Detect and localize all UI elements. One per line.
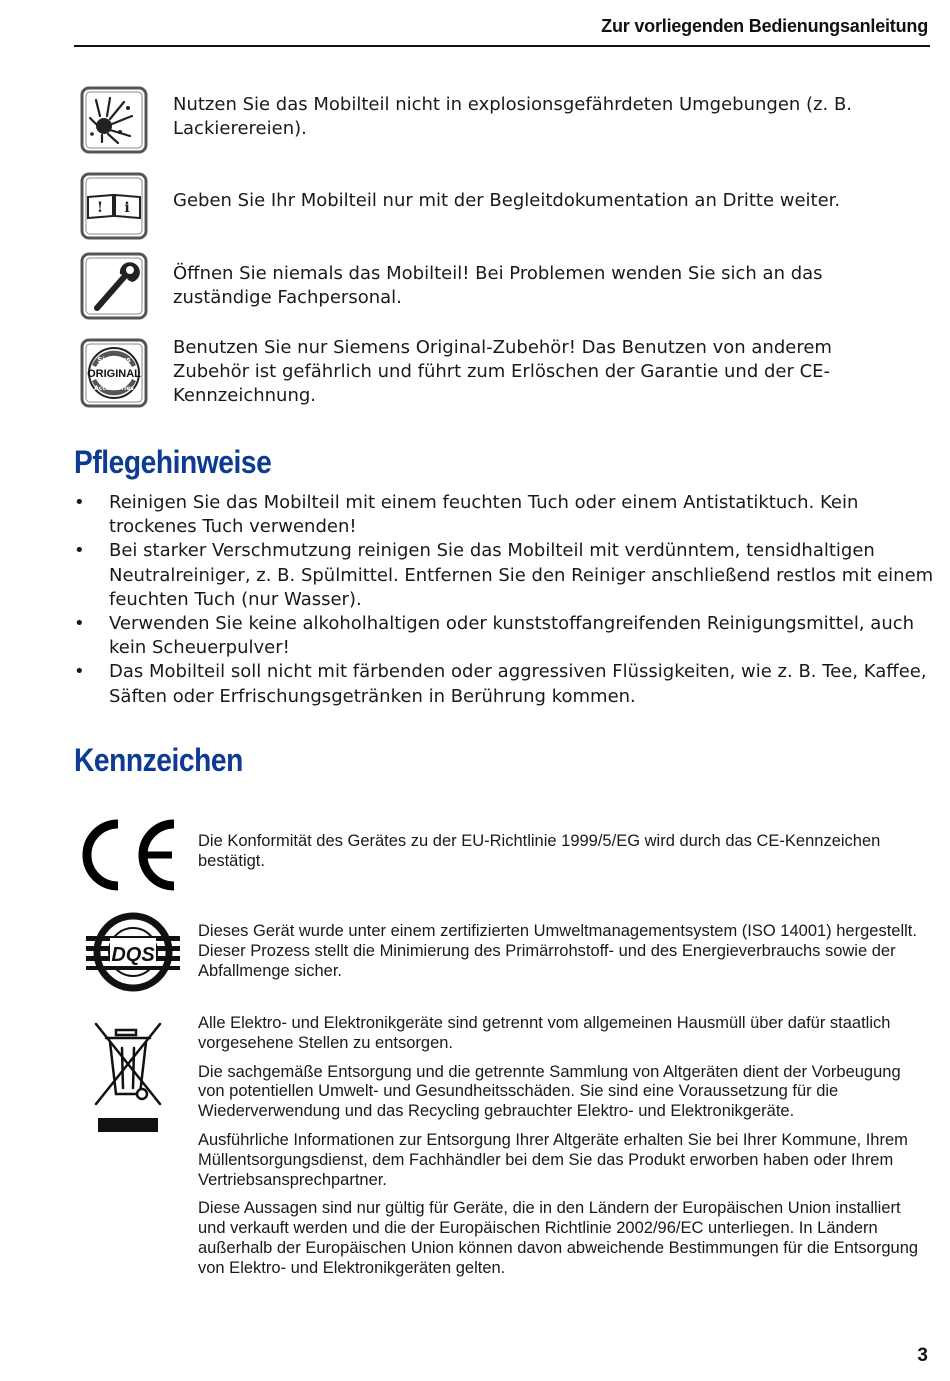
icon-text-middle: ORIGINAL (87, 368, 141, 380)
ce-mark-icon (80, 818, 180, 897)
mark-dqs (80, 912, 930, 992)
mark-ce (80, 818, 930, 894)
list-item (74, 539, 934, 612)
safety-note-wrench (80, 252, 930, 322)
explosion-hazard-icon (80, 86, 146, 152)
mark-paragraph: Die sachgemäße Entsorgung und die getrennte Sammlung von Altgeräten dient der Vorbeugung von potentiellen Umwelt- und Gesundheitsschäden. Sie sind eine Voraussetzung für die Wiederverwendung und das Recycling gebrauchter Elektro- und Elektronikgeräte. (198, 1062, 901, 1121)
mark-paragraph: Diese Aussagen sind nur gültig für Geräte, die in den Ländern der Europäischen Union installiert und verkauft werden und die der Europäischen Richtlinie 2002/96/EC unterliegen. In Ländern außerhalb der Europäischen Union können davon abweichende Bestimmungen für die Entsorgung von Elektro- und Elektronikgeräten gelten. (198, 1199, 919, 1277)
siemens-original-accessories-icon (80, 338, 146, 404)
mark-weee (80, 1012, 930, 1312)
icon-text-bottom: Accessories (94, 385, 134, 392)
section-title-care: Pflegehinweise (74, 444, 272, 480)
svg-text:i: i (124, 200, 130, 216)
section-title-marks: Kennzeichen (74, 742, 243, 778)
list-item (74, 660, 934, 708)
dqs-certification-icon (84, 912, 182, 997)
list-item-text: Bei starker Verschmutzung reinigen Sie das Mobilteil mit verdünntem, tensidhaltigen Neutralreiniger, z. B. Spülmittel. Entfernen Sie den Reiniger anschließend restlos mit einem feuchten Tuch (nur Wasser). (109, 540, 934, 610)
safety-note-text: Benutzen Sie nur Siemens Original-Zubehör! Das Benutzen von anderem Zubehör ist gefährlich und führt zum Erlöschen der Garantie und der CE-Kennzeichnung. (173, 337, 832, 406)
icon-text-top: Siemens (97, 356, 131, 364)
mark-text: Dieses Gerät wurde unter einem zertifizierten Umweltmanagementsystem (ISO 14001) hergestellt. Dieser Prozess stellt die Minimierung des Primärrohstoff- und des Energieverbrauchs sowie der Abfallmenge sicher. (198, 922, 917, 980)
running-header-title: Zur vorliegenden Bedienungsanleitung (601, 16, 928, 36)
bullet: • (74, 492, 85, 513)
list-item-text: Verwenden Sie keine alkoholhaltigen oder kunststoffangreifenden Reinigungsmittel, auch kein Scheuerpulver! (109, 613, 915, 659)
safety-note-text: Öffnen Sie niemals das Mobilteil! Bei Problemen wenden Sie sich an das zuständige Fachpersonal. (173, 263, 823, 308)
care-instructions-list (74, 491, 934, 709)
list-item-text: Reinigen Sie das Mobilteil mit einem feuchten Tuch oder einem Antistatiktuch. Kein trockenes Tuch verwenden! (109, 492, 859, 538)
crossed-out-bin-icon (92, 1020, 164, 1145)
header-rule (74, 45, 930, 47)
mark-text: Die Konformität des Gerätes zu der EU-Richtlinie 1999/5/EG wird durch das CE-Kennzeichen bestätigt. (198, 832, 881, 870)
list-item (74, 491, 934, 539)
svg-text:!: ! (96, 200, 104, 216)
documentation-book-icon (80, 172, 146, 238)
mark-text-group (198, 1014, 923, 1288)
dqs-logo-text: DQS (111, 944, 155, 966)
mark-paragraph: Ausführliche Informationen zur Entsorgung Ihrer Altgeräte erhalten Sie bei Ihrer Kommune, Ihrem Müllentsorgungsdienst, dem Fachhändler bei dem Sie das Produkt erworben haben oder Ihrem Vertriebsansprechpartner. (198, 1130, 908, 1189)
safety-note-text: Nutzen Sie das Mobilteil nicht in explosionsgefährdeten Umgebungen (z. B. Lackierereien). (173, 94, 853, 139)
mark-paragraph: Alle Elektro- und Elektronikgeräte sind getrennt vom allgemeinen Hausmüll über dafür staatlich vorgesehene Stellen zu entsorgen. (198, 1014, 891, 1052)
safety-note-original-accessories (80, 338, 930, 410)
bullet: • (74, 661, 85, 683)
safety-note-documentation (80, 172, 930, 242)
bullet: • (74, 540, 85, 562)
list-item (74, 612, 934, 660)
list-item-text: Das Mobilteil soll nicht mit färbenden oder aggressiven Flüssigkeiten, wie z. B. Tee, Kaffee, Säften oder Erfrischungsgetränken in Berührung kommen. (109, 661, 927, 707)
page-number: 3 (917, 1345, 928, 1366)
safety-note-explosion (80, 86, 930, 156)
safety-note-text: Geben Sie Ihr Mobilteil nur mit der Begleitdokumentation an Dritte weiter. (173, 190, 841, 211)
wrench-icon (80, 252, 146, 318)
bullet: • (74, 613, 85, 635)
